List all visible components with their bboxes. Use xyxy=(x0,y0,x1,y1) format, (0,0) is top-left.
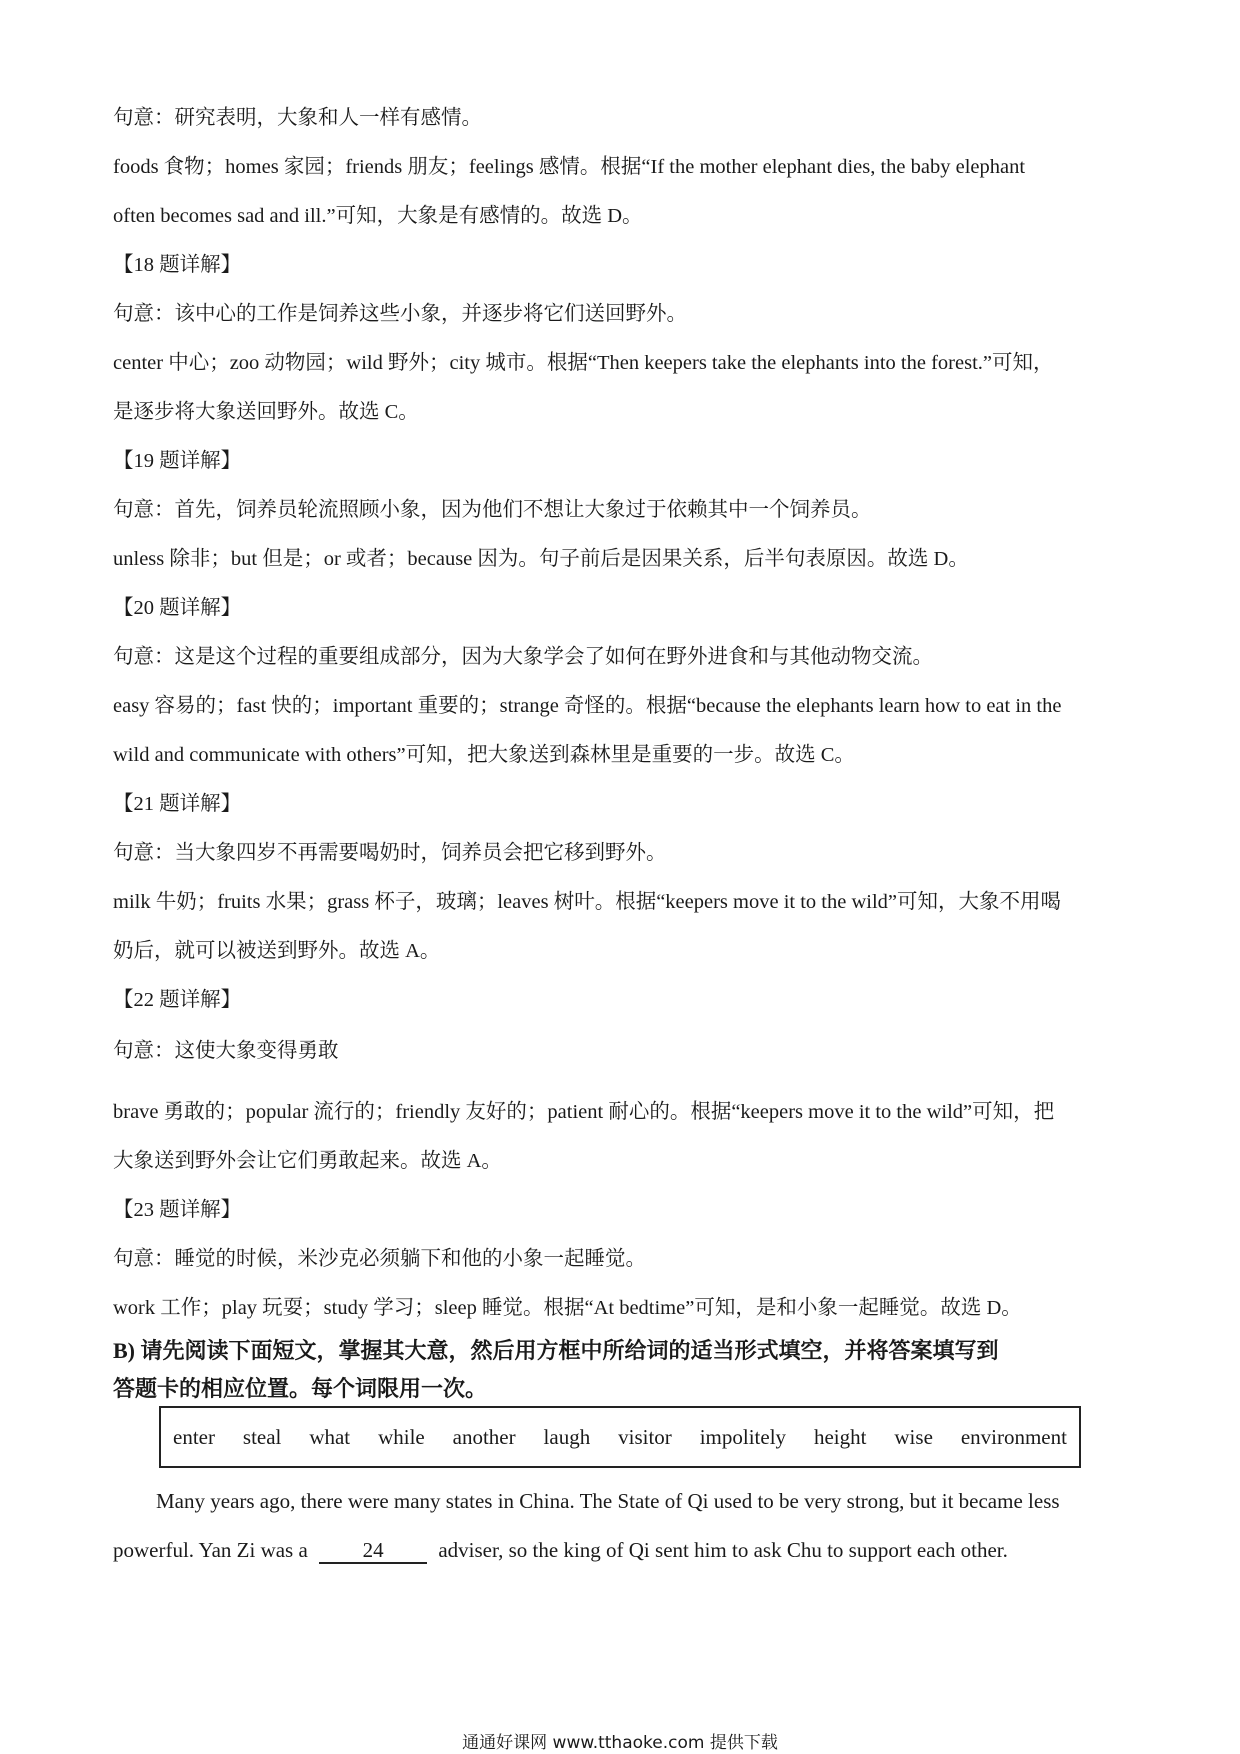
question-heading: 【23 题详解】 xyxy=(113,1199,242,1221)
text-line: easy 容易的；fast 快的；important 重要的；strange 奇怪的。根据“because the elephants learn how to eat in the xyxy=(113,695,1062,717)
word-bank-item: environment xyxy=(960,1424,1067,1449)
word-bank-item: what xyxy=(309,1424,351,1449)
text-line: often becomes sad and ill.”可知，大象是有感情的。故选 D。 xyxy=(113,205,643,227)
text-line: 奶后，就可以被送到野外。故选 A。 xyxy=(113,940,441,962)
question-heading: 【18 题详解】 xyxy=(113,254,242,276)
passage-line: Many years ago, there were many states in China. The State of Qi used to be very strong, but it became less xyxy=(156,1489,1060,1513)
word-bank-item: another xyxy=(452,1424,516,1449)
page-footer: 通通好课网 www.tthaoke.com 提供下载 xyxy=(462,1733,778,1753)
text-line: unless 除非；but 但是；or 或者；because 因为。句子前后是因果关系，后半句表原因。故选 D。 xyxy=(113,548,969,570)
question-heading: 【22 题详解】 xyxy=(113,989,242,1011)
text-line: 句意：睡觉的时候，米沙克必须躺下和他的小象一起睡觉。 xyxy=(113,1248,646,1270)
text-line: center 中心；zoo 动物园；wild 野外；city 城市。根据“Then keepers take the elephants into the forest.”可知， xyxy=(113,352,1054,374)
text-line: brave 勇敢的；popular 流行的；friendly 友好的；patient 耐心的。根据“keepers move it to the wild”可知，把 xyxy=(113,1101,1055,1123)
question-heading: 【19 题详解】 xyxy=(113,450,242,472)
word-bank-item: visitor xyxy=(618,1424,672,1449)
word-bank-item: impolitely xyxy=(699,1424,787,1449)
answer-blank[interactable]: 24 xyxy=(319,1538,427,1564)
word-bank-item: enter xyxy=(173,1424,215,1449)
word-bank-box xyxy=(159,1406,1081,1468)
text-line: 句意：研究表明，大象和人一样有感情。 xyxy=(113,107,482,129)
word-bank-item: laugh xyxy=(543,1424,591,1449)
text-line: 句意：这是这个过程的重要组成部分，因为大象学会了如何在野外进食和与其他动物交流。 xyxy=(113,646,933,668)
word-bank-item: while xyxy=(378,1424,425,1449)
question-heading: 【20 题详解】 xyxy=(113,597,242,619)
text-line: 是逐步将大象送回野外。故选 C。 xyxy=(113,401,419,423)
text-line: wild and communicate with others”可知，把大象送到森林里是重要的一步。故选 C。 xyxy=(113,744,855,766)
question-heading: 【21 题详解】 xyxy=(113,793,242,815)
text-line: 句意：这使大象变得勇敢 xyxy=(113,1040,339,1062)
word-bank-item: steal xyxy=(242,1424,282,1449)
text-line: 句意：首先，饲养员轮流照顾小象，因为他们不想让大象过于依赖其中一个饲养员。 xyxy=(113,499,872,521)
text-line: foods 食物；homes 家园；friends 朋友；feelings 感情。根据“If the mother elephant dies, the baby elephant xyxy=(113,156,1026,178)
text-line: 大象送到野外会让它们勇敢起来。故选 A。 xyxy=(113,1150,502,1172)
passage-line xyxy=(113,1536,1008,1564)
passage-text: adviser, so the king of Qi sent him to ask Chu to support each other. xyxy=(438,1538,1008,1562)
section-instruction: B) 请先阅读下面短文，掌握其大意，然后用方框中所给词的适当形式填空，并将答案填写到 xyxy=(113,1338,999,1363)
text-line: 句意：该中心的工作是饲养这些小象，并逐步将它们送回野外。 xyxy=(113,303,687,325)
text-line: 句意：当大象四岁不再需要喝奶时，饲养员会把它移到野外。 xyxy=(113,842,667,864)
section-instruction: 答题卡的相应位置。每个词限用一次。 xyxy=(113,1376,488,1401)
passage-text: powerful. Yan Zi was a xyxy=(113,1538,308,1562)
text-line: work 工作；play 玩耍；study 学习；sleep 睡觉。根据“At bedtime”可知，是和小象一起睡觉。故选 D。 xyxy=(113,1297,1022,1319)
word-bank-item: wise xyxy=(894,1424,933,1449)
text-line: milk 牛奶；fruits 水果；grass 杯子，玻璃；leaves 树叶。根据“keepers move it to the wild”可知，大象不用喝 xyxy=(113,891,1062,913)
word-bank-item: height xyxy=(813,1424,867,1449)
